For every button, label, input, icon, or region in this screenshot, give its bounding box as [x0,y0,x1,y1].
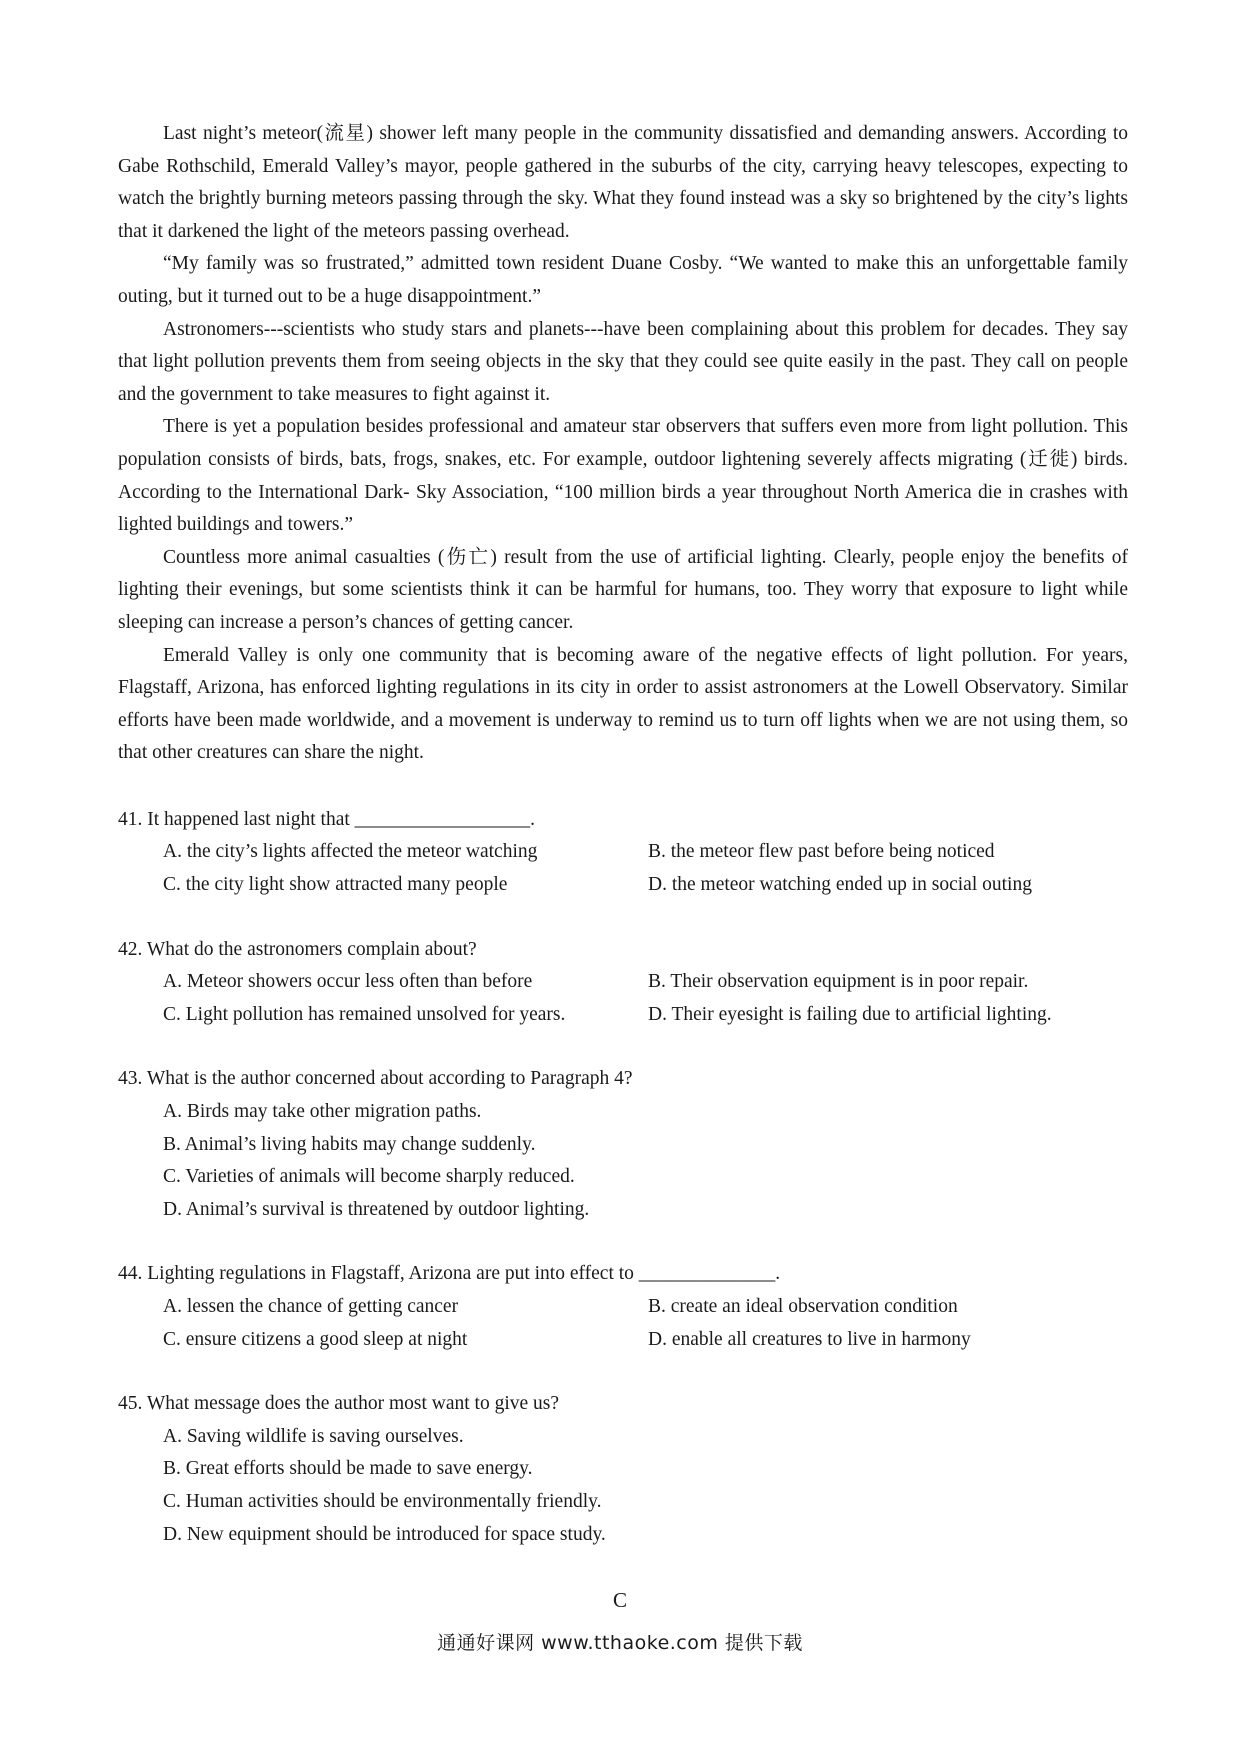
option-d: D. New equipment should be introduced for space study. [163,1523,606,1545]
option-c: C. the city light show attracted many people [163,874,508,896]
option-list [118,1096,1128,1226]
question-44 [118,1258,1128,1356]
option-a: A. the city’s lights affected the meteor watching [163,841,538,863]
option-a: A. Meteor showers occur less often than before [163,971,533,993]
option-d: D. the meteor watching ended up in social outing [648,874,1032,896]
reading-passage [118,118,1128,770]
question-41 [118,804,1128,902]
question-stem: 41. It happened last night that __________________. [118,808,536,830]
exam-page [118,118,1128,1583]
option-a: A. Birds may take other migration paths. [163,1101,482,1123]
option-c: C. Human activities should be environmentally friendly. [163,1490,602,1512]
question-stem: 44. Lighting regulations in Flagstaff, Arizona are put into effect to ______________. [118,1263,781,1285]
option-list [118,836,1128,901]
option-b: B. Great efforts should be made to save energy. [163,1458,533,1480]
question-45 [118,1388,1128,1551]
option-c: C. Varieties of animals will become sharply reduced. [163,1166,575,1188]
question-list [118,804,1128,1551]
option-b: B. Their observation equipment is in poor repair. [648,971,1029,993]
option-list [118,1421,1128,1551]
option-a: A. lessen the chance of getting cancer [163,1296,459,1317]
section-letter: C [612,1588,627,1612]
question-stem: 42. What do the astronomers complain about? [118,938,477,960]
option-c: C. ensure citizens a good sleep at night [163,1328,468,1350]
option-list [118,1291,1128,1356]
question-42 [118,934,1128,1032]
passage-paragraph-6: Emerald Valley is only one community that is becoming aware of the negative effects of light pollution. For years, Flagstaff, Arizona, has enforced lighting regulations in its city in order to assist astronomers at the Lowell Observatory. Similar efforts have been made worldwide, and a movement is underway to remind us to turn off lights when we are not using them, so that other creatures can share the night. [118,644,1128,764]
passage-paragraph-5: Countless more animal casualties (伤亡) result from the use of artificial lighting. Clearly, people enjoy the benefits of lighting their evenings, but some scientists think it can be harmful for humans, too. They worry that exposure to light while sleeping can increase a person’s chances of getting cancer. [118,546,1128,633]
option-d: D. Animal’s survival is threatened by outdoor lighting. [163,1198,590,1220]
question-stem: 43. What is the author concerned about according to Paragraph 4? [118,1068,633,1090]
option-a: A. Saving wildlife is saving ourselves. [163,1425,464,1447]
passage-paragraph-1: Last night’s meteor(流星) shower left many people in the community dissatisfied and demanding answers. According to Gabe Rothschild, Emerald Valley’s mayor, people gathered in the suburbs of the city, carrying heavy telescopes, expecting to watch the brightly burning meteors passing through the sky. What they found instead was a sky so brightened by the city’s lights that it darkened the light of the meteors passing overhead. [118,123,1128,242]
passage-paragraph-3: Astronomers---scientists who study stars and planets---have been complaining about this problem for decades. They say that light pollution prevents them from seeing objects in the sky that they could see quite easily in the past. They call on people and the government to take measures to fight against it. [118,318,1128,405]
option-c: C. Light pollution has remained unsolved for years. [163,1003,566,1025]
option-b: B. create an ideal observation condition [648,1296,958,1317]
option-list [118,966,1128,1031]
passage-paragraph-2: “My family was so frustrated,” admitted town resident Duane Cosby. “We wanted to make this an unforgettable family outing, but it turned out to be a huge disappointment.” [118,253,1128,307]
question-43 [118,1063,1128,1226]
option-b: B. the meteor flew past before being noticed [648,841,995,863]
option-d: D. Their eyesight is failing due to artificial lighting. [648,1003,1052,1025]
page-footer: 通通好课网 www.tthaoke.com 提供下载 [437,1632,803,1654]
passage-paragraph-4: There is yet a population besides professional and amateur star observers that suffers even more from light pollution. This population consists of birds, bats, frogs, snakes, etc. For example, outdoor lightening severely affects migrating (迁徙) birds. According to the International Dark- Sky Association, “100 million birds a year throughout North America die in crashes with lighted buildings and towers.” [118,416,1128,536]
question-stem: 45. What message does the author most want to give us? [118,1393,560,1415]
option-d: D. enable all creatures to live in harmony [648,1328,971,1350]
option-b: B. Animal’s living habits may change suddenly. [163,1133,536,1155]
